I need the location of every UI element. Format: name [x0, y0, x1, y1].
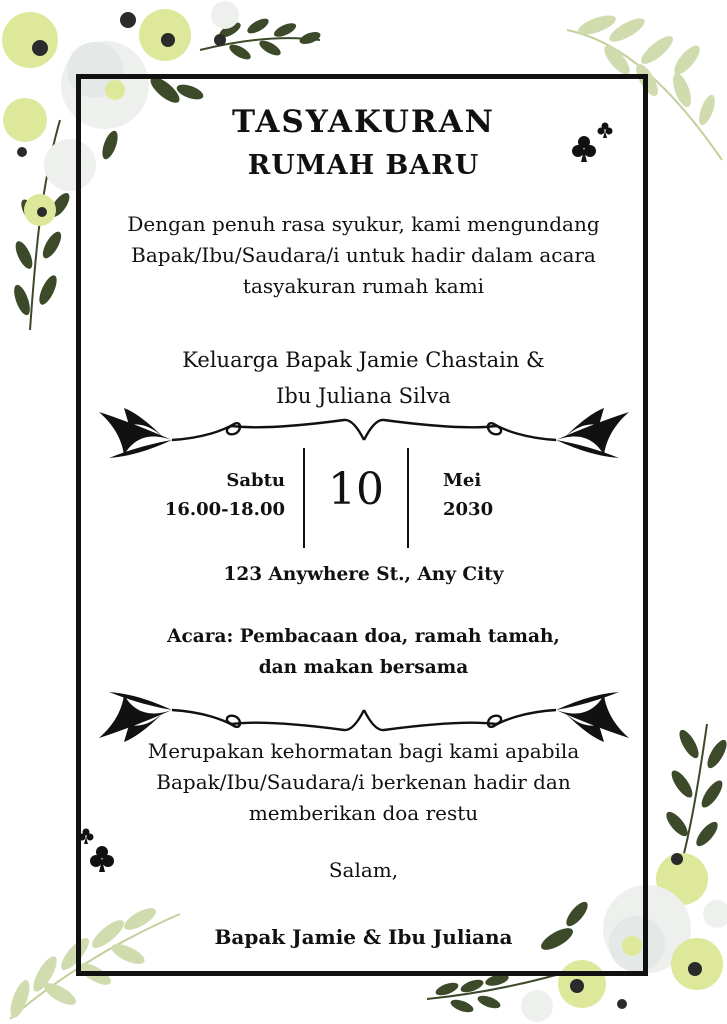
host-line: Keluarga Bapak Jamie Chastain &	[182, 348, 545, 372]
closing-line: memberikan doa restu	[248, 801, 479, 825]
event-time: 16.00-18.00	[164, 499, 285, 520]
date-left-block	[165, 466, 285, 524]
date-right-block	[443, 466, 493, 524]
salutation: Salam,	[328, 858, 399, 882]
signature: Bapak Jamie & Ibu Juliana	[214, 925, 513, 949]
invitation-title: TASYAKURAN	[231, 104, 496, 140]
agenda-line: Acara: Pembacaan doa, ramah tamah,	[167, 626, 560, 647]
intro-line: tasyakuran rumah kami	[242, 274, 485, 298]
intro-line: Bapak/Ibu/Saudara/i untuk hadir dalam acara	[131, 243, 596, 267]
date-divider-right	[407, 448, 409, 548]
event-address: 123 Anywhere St., Any City	[223, 564, 504, 585]
intro-line: Dengan penuh rasa syukur, kami mengundang	[127, 212, 600, 236]
event-day: 10	[328, 464, 384, 515]
event-weekday: Sabtu	[226, 470, 285, 491]
host-line: Ibu Juliana Silva	[276, 384, 451, 408]
event-month: Mei	[443, 470, 482, 491]
closing-line: Merupakan kehormatan bagi kami apabila	[147, 739, 580, 763]
event-year: 2030	[443, 499, 494, 520]
flourish-divider-top-icon	[94, 400, 634, 470]
agenda-line: dan makan bersama	[258, 657, 469, 678]
closing-line: Bapak/Ibu/Saudara/i berkenan hadir dan	[156, 770, 571, 794]
invitation-subtitle: RUMAH BARU	[247, 150, 480, 181]
